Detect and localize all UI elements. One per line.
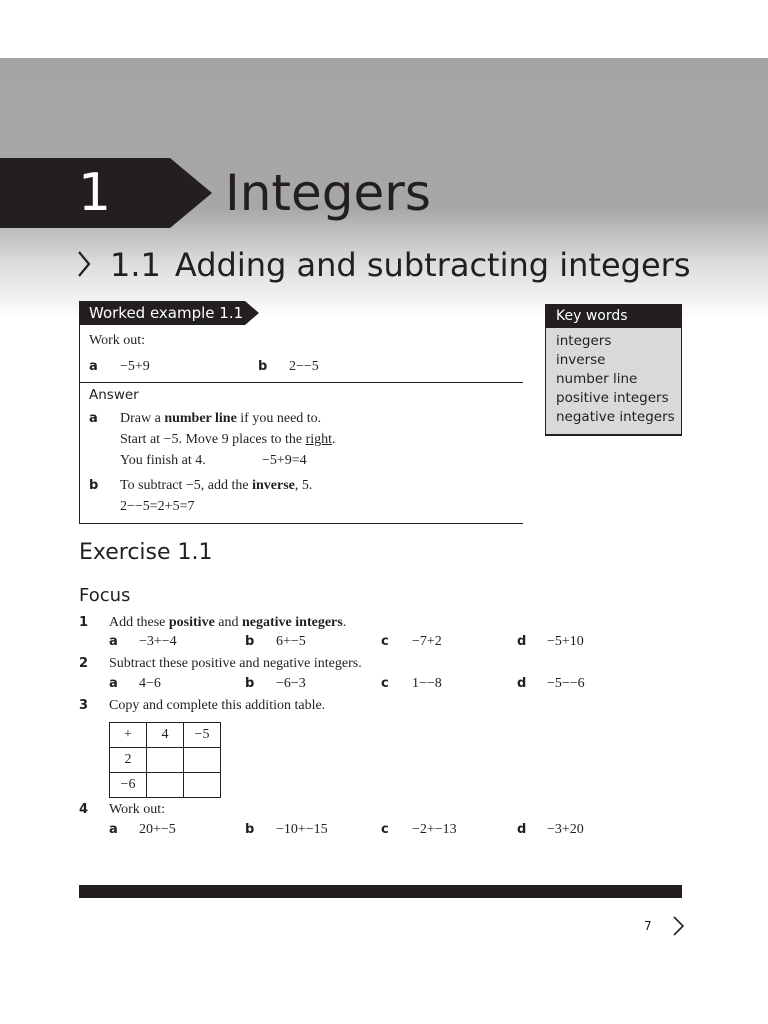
question-number: 4: [79, 802, 89, 817]
answer-b-line-1: To subtract −5, add the inverse, 5.: [120, 478, 313, 493]
answer-letter: a: [89, 411, 98, 426]
part-letter: d: [517, 822, 527, 837]
question-text: Copy and complete this addition table.: [109, 698, 326, 713]
part-expression: 2−−5: [289, 359, 319, 374]
question-number: 2: [79, 656, 89, 671]
table-row: [110, 748, 221, 773]
part-expression: −6−3: [276, 676, 306, 691]
answer-a-result: −5+9=4: [262, 453, 307, 468]
part-letter: a: [109, 822, 118, 837]
key-words-title: Key words: [545, 304, 682, 328]
question-number: 3: [79, 698, 89, 713]
key-word-item: negative integers: [556, 409, 675, 425]
focus-heading: Focus: [79, 585, 131, 606]
table-cell: +: [110, 723, 147, 748]
table-cell: [147, 773, 184, 798]
section-heading: [110, 244, 690, 286]
key-word-item: integers: [556, 333, 612, 349]
section-number: 1.1: [110, 246, 161, 284]
page-number: 7: [644, 919, 652, 933]
worked-example-divider: [79, 382, 523, 383]
table-row: [110, 773, 221, 798]
table-cell: 2: [110, 748, 147, 773]
term-number-line: number line: [164, 411, 237, 426]
chapter-number: 1: [78, 163, 112, 223]
part-expression: −3+−4: [139, 634, 177, 649]
addition-table: [109, 722, 221, 798]
part-expression: −2+−13: [412, 822, 457, 837]
part-letter: d: [517, 634, 527, 649]
part-expression: −3+20: [547, 822, 584, 837]
part-expression: 1−−8: [412, 676, 442, 691]
part-letter: d: [517, 676, 527, 691]
question-text: Add these positive and negative integers.: [109, 615, 347, 630]
part-letter: a: [89, 359, 98, 374]
part-letter: a: [109, 634, 118, 649]
chapter-title: Integers: [225, 164, 431, 222]
part-expression: 4−6: [139, 676, 161, 691]
part-letter: a: [109, 676, 118, 691]
table-cell: [184, 773, 221, 798]
footer-bar: [79, 885, 682, 898]
key-word-item: positive integers: [556, 390, 669, 406]
key-word-item: inverse: [556, 352, 606, 368]
section-title: Adding and subtracting integers: [174, 246, 691, 284]
answer-label: Answer: [89, 387, 139, 403]
answer-b-line-2: 2−−5=2+5=7: [120, 499, 195, 514]
part-letter: c: [381, 634, 389, 649]
worked-example-prompt: Work out:: [89, 333, 146, 348]
worked-example-label: Worked example 1.1: [89, 304, 244, 322]
table-cell: [147, 748, 184, 773]
part-expression: −5+10: [547, 634, 584, 649]
table-row: [110, 723, 221, 748]
part-expression: 6+−5: [276, 634, 306, 649]
term-right: right: [305, 432, 333, 447]
chevron-right-icon: [76, 250, 92, 278]
part-expression: 20+−5: [139, 822, 176, 837]
part-expression: −5−−6: [547, 676, 585, 691]
key-word-item: number line: [556, 371, 638, 387]
term-inverse: inverse: [252, 478, 295, 493]
part-letter: b: [245, 822, 255, 837]
table-cell: −5: [184, 723, 221, 748]
table-cell: 4: [147, 723, 184, 748]
part-letter: b: [245, 676, 255, 691]
part-letter: c: [381, 822, 389, 837]
part-expression: −7+2: [412, 634, 442, 649]
part-expression: −10+−15: [276, 822, 328, 837]
part-letter: b: [258, 359, 268, 374]
answer-a-line-1: Draw a number line if you need to.: [120, 411, 322, 426]
question-text: Subtract these positive and negative integers.: [109, 656, 362, 671]
question-number: 1: [79, 615, 89, 630]
part-letter: c: [381, 676, 389, 691]
answer-letter: b: [89, 478, 99, 493]
answer-a-line-2: Start at −5. Move 9 places to the right.: [120, 432, 336, 447]
exercise-title: Exercise 1.1: [79, 540, 213, 565]
next-page-chevron-icon[interactable]: [672, 915, 686, 937]
table-cell: [184, 748, 221, 773]
part-expression: −5+9: [120, 359, 150, 374]
table-cell: −6: [110, 773, 147, 798]
question-text: Work out:: [109, 802, 166, 817]
answer-a-line-3: You finish at 4.: [120, 453, 206, 468]
part-letter: b: [245, 634, 255, 649]
